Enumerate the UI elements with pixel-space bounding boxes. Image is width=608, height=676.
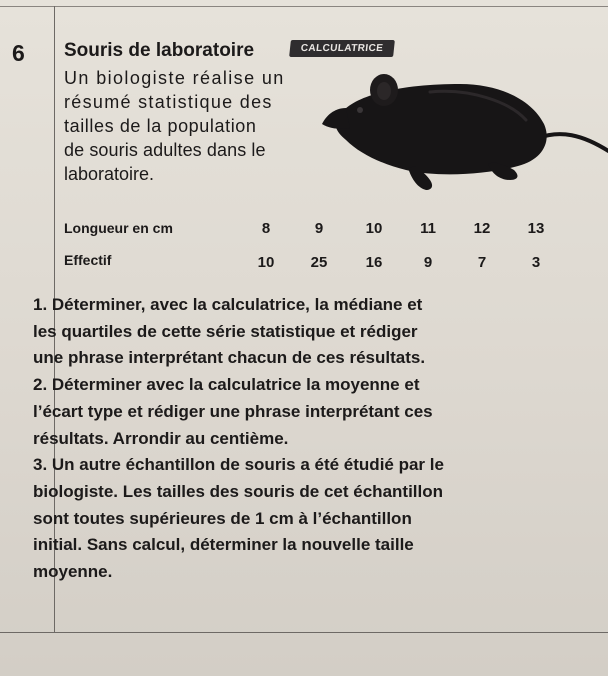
exercise-number: 6 (12, 40, 25, 66)
count-cell: 10 (257, 254, 275, 271)
intro-line: résumé statistique des (64, 92, 273, 112)
length-cell: 10 (365, 220, 383, 237)
bottom-rule (0, 632, 608, 633)
exercise-title: Souris de laboratoire (64, 40, 255, 61)
stats-table (0, 206, 608, 286)
mouse-eye (357, 107, 363, 113)
mouse-ear-inner (377, 82, 391, 100)
question-line: sont toutes supérieures de 1 cm à l’échantillon (33, 508, 412, 528)
question-line: une phrase interprétant chacun de ces résultats. (33, 348, 426, 368)
question-line: initial. Sans calcul, déterminer la nouvelle taille (33, 535, 414, 555)
questions (33, 292, 605, 586)
table-header-length: Longueur en cm (64, 220, 173, 236)
question-line: 3. Un autre échantillon de souris a été étudié par le (33, 455, 444, 475)
question-line: l’écart type et rédiger une phrase interprétant ces (33, 401, 433, 421)
question-line: biologiste. Les tailles des souris de cet échantillon (33, 481, 444, 501)
intro-line: de souris adultes dans le (64, 140, 266, 160)
length-cell: 13 (527, 220, 545, 237)
question-line: 1. Déterminer, avec la calculatrice, la médiane et (33, 295, 423, 314)
count-cell: 25 (310, 254, 328, 271)
question-line: moyenne. (33, 562, 113, 582)
length-cell: 8 (261, 220, 271, 237)
intro-line: Un biologiste réalise un (64, 68, 285, 88)
mouse-image (320, 68, 608, 198)
question-line: les quartiles de cette série statistique et rédiger (33, 321, 418, 341)
length-cell: 11 (420, 220, 436, 237)
top-rule (0, 6, 608, 7)
mouse-snout (322, 108, 350, 129)
intro-line: laboratoire. (64, 164, 155, 184)
table-header-count: Effectif (64, 252, 112, 268)
count-cell: 7 (477, 254, 487, 271)
length-cell: 12 (473, 220, 491, 237)
calculator-badge: CALCULATRICE (289, 40, 395, 57)
length-cell: 9 (314, 220, 324, 237)
intro-line: tailles de la population (64, 116, 257, 136)
question-line: résultats. Arrondir au centième. (33, 428, 289, 448)
question-line: 2. Déterminer avec la calculatrice la moyenne et (33, 375, 420, 395)
count-cell: 3 (531, 254, 541, 271)
mouse-tail (538, 134, 608, 152)
count-cell: 9 (423, 254, 433, 271)
count-cell: 16 (365, 254, 383, 271)
mouse-body (336, 84, 547, 174)
